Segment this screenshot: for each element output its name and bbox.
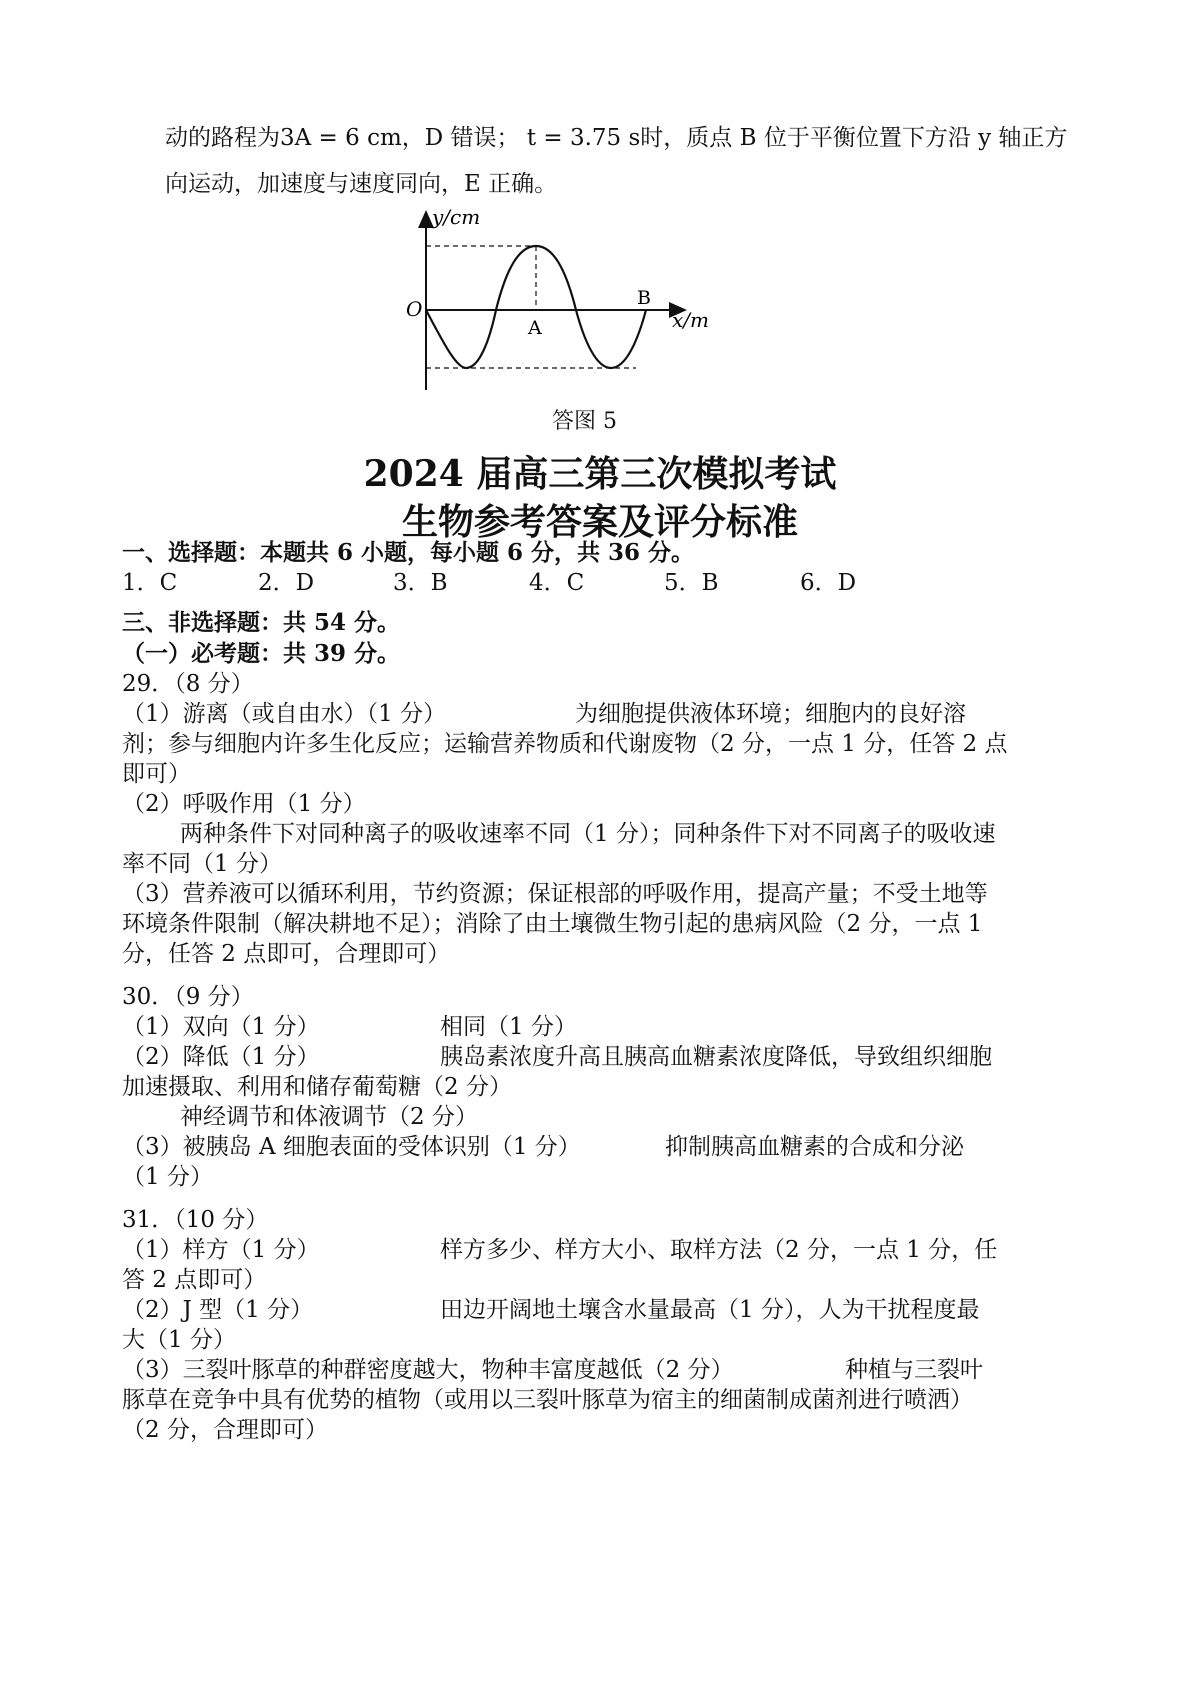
q31-p3c: 豚草在竞争中具有优势的植物（或用以三裂叶豚草为宿主的细菌制成菌剂进行喷洒）: [122, 1387, 973, 1413]
q31-p1c: 答 2 点即可）: [122, 1267, 267, 1293]
point-a-label: A: [528, 317, 542, 339]
q30-number: 30．（9 分）: [122, 984, 254, 1010]
q30-p1b: 相同（1 分）: [440, 1014, 577, 1040]
point-b-label: B: [637, 287, 651, 309]
answer-4: 4．C: [529, 570, 585, 596]
q29-p2b: 两种条件下对同种离子的吸收速率不同（1 分）；同种条件下对不同离子的吸收速: [180, 821, 996, 847]
q29-p3b: 环境条件限制（解决耕地不足）；消除了由土壤微生物引起的患病风险（2 分，一点 1: [122, 911, 983, 937]
q31-p1b: 样方多少、样方大小、取样方法（2 分，一点 1 分，任: [440, 1237, 998, 1263]
q30-p1a: （1）双向（1 分）: [122, 1014, 320, 1040]
section3-subheading: （一）必考题：共 39 分。: [122, 640, 401, 667]
q29-p2a: （2）呼吸作用（1 分）: [122, 791, 366, 817]
q31-p2c: 大（1 分）: [122, 1327, 236, 1353]
q31-p3b: 种植与三裂叶: [845, 1357, 983, 1383]
answer-2: 2．D: [258, 570, 315, 596]
section3-heading: 三、非选择题：共 54 分。: [122, 609, 401, 636]
q30-p2a: （2）降低（1 分）: [122, 1044, 320, 1070]
q31-number: 31．（10 分）: [122, 1207, 269, 1233]
q29-p1a: （1）游离（或自由水）（1 分）: [122, 701, 447, 727]
y-axis-label: y/cm: [432, 205, 481, 229]
answer-1: 1．C: [122, 570, 178, 596]
q29-p3c: 分，任答 2 点即可，合理即可）: [122, 941, 451, 967]
q31-p3d: （2 分，合理即可）: [122, 1417, 328, 1443]
q30-p2c: 加速摄取、利用和储存葡萄糖（2 分）: [122, 1074, 512, 1100]
page-title: 2024 届高三第三次模拟考试: [363, 453, 837, 495]
physics-line-1: 动的路程为3A = 6 cm，D 错误； t = 3.75 s时，质点 B 位于平衡位置下方沿 y 轴正方: [165, 125, 1068, 151]
q30-p2d: 神经调节和体液调节（2 分）: [180, 1104, 478, 1130]
q29-p1c: 剂；参与细胞内许多生化反应；运输营养物质和代谢废物（2 分，一点 1 分，任答 2 点: [122, 731, 1008, 757]
page-subtitle: 生物参考答案及评分标准: [401, 501, 798, 543]
q30-p3b: 抑制胰高血糖素的合成和分泌: [665, 1134, 964, 1160]
physics-line-2: 向运动，加速度与速度同向，E 正确。: [165, 171, 558, 197]
q29-p3a: （3）营养液可以循环利用，节约资源；保证根部的呼吸作用，提高产量；不受土地等: [122, 881, 988, 907]
q30-p2b: 胰岛素浓度升高且胰高血糖素浓度降低，导致组织细胞: [440, 1044, 992, 1070]
answer-5: 5．B: [664, 570, 719, 596]
q29-p1d: 即可）: [122, 761, 191, 787]
q29-p1b: 为细胞提供液体环境；细胞内的良好溶: [575, 701, 966, 727]
q31-p3a: （3）三裂叶豚草的种群密度越大，物种丰富度越低（2 分）: [122, 1357, 734, 1383]
x-axis-label: x/m: [672, 308, 709, 332]
q31-p2b: 田边开阔地土壤含水量最高（1 分），人为干扰程度最: [440, 1297, 980, 1323]
figure-caption: 答图 5: [552, 409, 617, 434]
wave-figure: [380, 200, 740, 400]
q29-p2c: 率不同（1 分）: [122, 851, 282, 877]
answer-6: 6．D: [800, 570, 857, 596]
q31-p1a: （1）样方（1 分）: [122, 1237, 320, 1263]
section1-heading: 一、选择题：本题共 6 小题，每小题 6 分，共 36 分。: [122, 539, 695, 566]
origin-label: O: [406, 297, 423, 321]
q29-number: 29．（8 分）: [122, 671, 254, 697]
q30-p3c: （1 分）: [122, 1164, 213, 1190]
answer-3: 3．B: [393, 570, 448, 596]
q30-p3a: （3）被胰岛 A 细胞表面的受体识别（1 分）: [122, 1134, 581, 1160]
q31-p2a: （2）J 型（1 分）: [122, 1297, 314, 1323]
